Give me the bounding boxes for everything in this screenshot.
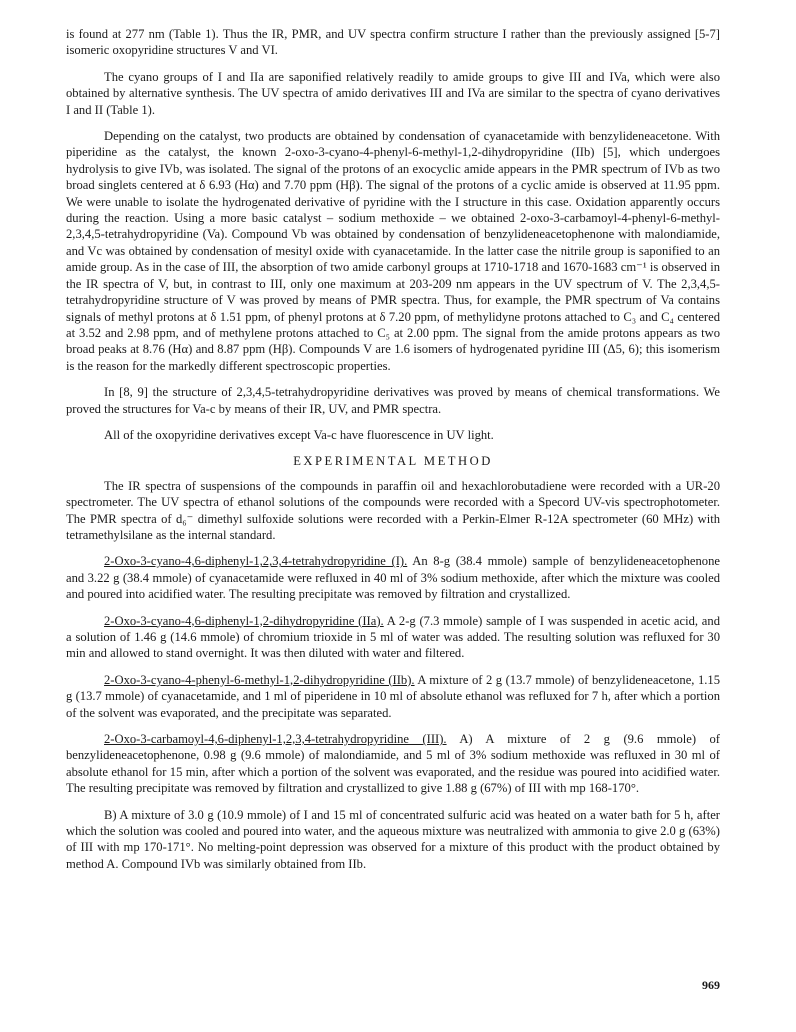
document-page — [66, 26, 720, 882]
paragraph-condensation: Depending on the catalyst, two products are obtained by condensation of cyanacetamide with benzylideneacetone. With piperidine as the catalyst, the known 2-oxo-3-cyano-4-phenyl-6-methyl-1,2-dihydropyridine (IIb) [5], which undergoes hydrolysis to give IVb, was isolated. The signal of the protons of an exocyclic amide appears in the PMR spectrum of IVb as two broad singlets centered at δ 6.93 (Hα) and 7.70 ppm (Hβ). The signal of the protons of a cyclic amide is observed at 11.95 ppm. We were unable to isolate the hydrogenated derivative of pyridine with the I structure in this case. Oxidation apparently occurs during the reaction. Using a more basic catalyst – sodium methoxide – we obtained 2-oxo-3-carbamoyl-4-phenyl-6-methyl-2,3,4,5-tetrahydropyridine (Va). Compound Vb was obtained by condensation of benzylideneacetophenone with malondiamide, and Vc was obtained by condensation of mesityl oxide with cyanacetamide. In the latter case the nitrile group is saponified to an amide group. As in the case of III, the absorption of two amide carbonyl groups at 1710-1718 and 1670-1683 cm⁻¹ is observed in the IR spectra of V, but, in contrast to III, only one maximum at 203-209 nm appears in the UV spectrum of V. The 2,3,4,5-tetrahydropyridine structure of V was proved by means of PMR spectra. Thus, for example, the PMR spectrum of Va contains signals of methyl protons at δ 1.51 ppm, of phenyl protons at δ 7.20 ppm, of methylidyne protons attached to C₃ and C₄ centered at 3.52 and 2.98 ppm, and of methylene protons attached to C₅ at 2.00 ppm. The signal from the amide protons appears as two broad peaks at 8.76 (Hα) and 8.87 ppm (Hβ). Compounds V are 1.6 isomers of hydrogenated pyridine III (Δ5, 6); this isomerism is the reason for the markedly different spectroscopic properties. — [66, 129, 720, 373]
section-title-experimental: EXPERIMENTAL METHOD — [293, 454, 493, 469]
compound-iib-text: A mixture of 2 g (13.7 mmole) of benzylideneacetone, 1.15 g (13.7 mmole) of cyanacetamide, and 1 ml of piperidene in 10 ml of absolute ethanol was refluxed for 7 h, after which a portion of the solvent was evaporated, and the precipitate was separated. — [66, 672, 720, 720]
compound-i-procedure — [66, 553, 720, 602]
compound-iia-heading: 2-Oxo-3-cyano-4,6-diphenyl-1,2-dihydropyridine (IIa). — [104, 613, 384, 628]
compound-i-heading: 2-Oxo-3-cyano-4,6-diphenyl-1,2,3,4-tetrahydropyridine (I). — [104, 554, 408, 569]
compound-iii-procedure-b: B) A mixture of 3.0 g (10.9 mmole) of I and 15 ml of concentrated sulfuric acid was heated on a water bath for 5 h, after which the solution was cooled and poured into water, and the aqueous mixture was neutralized with ammonia to give 2.0 g (63%) of III with mp 170-171°. No melting-point depression was observed for a mixture of this product with the product obtained by method A. Compound IVb was similarly obtained from IIb. — [66, 807, 720, 871]
paragraph-instrumentation: The IR spectra of suspensions of the compounds in paraffin oil and hexachlorobutadiene were recorded with a UR-20 spectrometer. The UV spectra of ethanol solutions of the compounds were recorded with a Specord UV-vis spectrophotometer. The PMR spectra of d₆⁻ dimethyl sulfoxide solutions were recorded with a Perkin-Elmer R-12A spectrometer (60 MHz) with tetramethylsilane as the internal standard. — [66, 478, 720, 542]
compound-iib-procedure — [66, 672, 720, 721]
compound-iii-text-a: A) A mixture of 2 g (9.6 mmole) of benzylideneacetophenone, 0.98 g (9.6 mmole) of malondiamide, and 5 ml of 3% sodium methoxide was refluxed in 30 ml of absolute ethanol for 15 min, after which a portion of the solvent was evaporated, and the residue was poured into acidified water. The resulting precipitate was removed by filtration and crystallized to give 1.88 g (67%) of III with mp 168-170°. — [66, 732, 720, 796]
compound-i-text: An 8-g (38.4 mmole) sample of benzylideneacetophenone and 3.22 g (38.4 mmole) of cyanacetamide were refluxed in 40 ml of 3% sodium methoxide, after which the mixture was cooled and poured into acidified water. The resulting precipitate was removed by filtration and crystallized. — [66, 554, 720, 602]
page-number: 969 — [702, 978, 720, 992]
paragraph-fluorescence: All of the oxopyridine derivatives except Va-c have fluorescence in UV light. — [104, 427, 494, 442]
compound-iia-text: A 2-g (7.3 mmole) sample of I was suspended in acetic acid, and a solution of 1.46 g (14.6 mmole) of chromium trioxide in 5 ml of water was added. The resulting solution was refluxed for 30 min and allowed to stand overnight. It was then diluted with water and filtered. — [66, 613, 720, 661]
compound-iib-heading: 2-Oxo-3-cyano-4-phenyl-6-methyl-1,2-dihydropyridine (IIb). — [104, 672, 415, 687]
compound-iii-procedure-a — [66, 731, 720, 797]
paragraph-saponification: The cyano groups of I and IIa are saponified relatively readily to amide groups to give III and IVa, which were also obtained by alternative synthesis. The UV spectra of amido derivatives III and IVa are similar to the spectra of cyano derivatives I and II (Table 1). — [66, 69, 720, 117]
compound-iii-heading: 2-Oxo-3-carbamoyl-4,6-diphenyl-1,2,3,4-tetrahydropyridine (III). — [104, 732, 447, 747]
paragraph-structure-confirmation: is found at 277 nm (Table 1). Thus the IR, PMR, and UV spectra confirm structure I rather than the previously assigned [5-7] isomeric oxopyridine structures V and VI. — [66, 27, 720, 58]
compound-iia-procedure — [66, 613, 720, 662]
paragraph-tetrahydropyridine: In [8, 9] the structure of 2,3,4,5-tetrahydropyridine derivatives was proved by means of chemical transformations. We proved the structures for Va-c by means of their IR, UV, and PMR spectra. — [66, 385, 720, 416]
